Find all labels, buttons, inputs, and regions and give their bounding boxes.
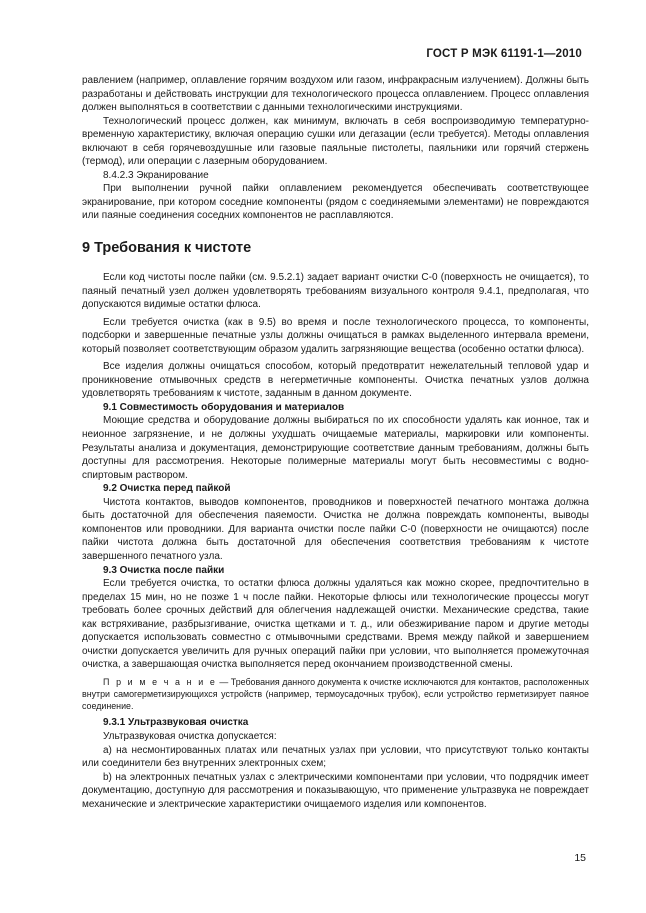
section-heading-9: 9 Требования к чистоте — [82, 240, 252, 257]
paragraph: Моющие средства и оборудование должны выбираться по их способности удалять как ионное, так и неионное загрязнение, и не должны ухудшать очищаемые материалы, маркировки или компоненты. Результаты анализа и документация, демонстрирующие соответствие данным требованиям, должны быть доступны для рассмотрения. Некоторые полимерные материалы могут быть несовместимы с водно-спиртовым раствором. — [82, 415, 589, 481]
paragraph: Технологический процесс должен, как минимум, включать в себя воспроизводимую температурно-временную характеристику, включая операцию сушки или дегазации (если требуется). Методы оплавления включают в себя горячевоздушные или газовые паяльные пистолеты, паяльники или горячий стержень (термод), или операции с лазерным оборудованием. — [82, 115, 589, 168]
document-header: ГОСТ Р МЭК 61191-1—2010 — [426, 48, 582, 60]
list-item-a: а) на несмонтированных платах или печатных узлах при условии, что присутствуют только контакты или соединители без внутренних электронных схем; — [82, 744, 589, 770]
list-item-b: b) на электронных печатных узлах с электрическими компонентами при условии, что подрядчик имеет документацию, доступную для рассмотрения и показывающую, что применение ультразвука не повреждает механические и электрические характеристики очищаемого изделия или компонентов. — [82, 771, 589, 810]
subsection-heading-9-3: 9.3 Очистка после пайки — [103, 564, 225, 576]
paragraph: При выполнении ручной пайки оплавлением рекомендуется обеспечивать соответствующее экранирование, при котором соседние компоненты (рядом с соединяемыми элементами) не повреждаются или паяные соединения соседних компонентов не расплавляются. — [82, 183, 589, 222]
paragraph: Если требуется очистка, то остатки флюса должны удаляться как можно скорее, предпочтительно в пределах 15 мин, но не позже 1 ч после пайки. Некоторые флюсы или технологические процессы могут требовать более срочных действий для облегчения надлежащей очистки. Механические средства, такие как встряхивание, разбрызгивание, очистка щетками и т. д., или обезжиривание паром и другие методы допускается использовать совместно с отмывочными средствами. Время между пайкой и завершением очистки допускается увеличить для ручных операций пайки при условии, что выполняется промежуточная очистка, а завершающая очистка выполняется перед окончанием производственной смены. — [82, 578, 589, 671]
note-text: — Требования данного документа к очистке исключаются для контактов, расположенных внутри самогерметизирующихся устройств (например, термоусадочных трубок), если устройство герметизирует паяное соединение. — [82, 676, 589, 712]
subsection-heading-9-3-1: 9.3.1 Ультразвуковая очистка — [103, 717, 249, 729]
paragraph: Чистота контактов, выводов компонентов, проводников и поверхностей печатного монтажа должна быть достаточной для обеспечения паяемости. Очистка не должна повреждать компоненты, выводы компонентов или проводники. Для варианта очистки после пайки С-0 (поверхности не очищаются) после пайки чистота должна быть достаточной для обеспечения соответствия требованиям к чистоте завершенного печатного узла. — [82, 496, 589, 562]
note — [82, 676, 589, 713]
subsection-heading-9-2: 9.2 Очистка перед пайкой — [103, 483, 231, 495]
subsection-heading-8-4-2-3: 8.4.2.3 Экранирование — [103, 169, 209, 181]
paragraph: Все изделия должны очищаться способом, который предотвратит нежелательный тепловой удар и проникновение отмывочных средств в негерметичные компоненты. Очистка печатных узлов должна удовлетворять требованиям к чистоте, заданным в данном документе. — [82, 361, 589, 400]
paragraph: Если требуется очистка (как в 9.5) во время и после технологического процесса, то компоненты, подсборки и завершенные печатные узлы должны очищаться в рамках выделенного интервала времени, который позволяет соответствующим образом удалить загрязняющие вещества (особенно остатки флюса). — [82, 316, 589, 355]
paragraph: Ультразвуковая очистка допускается: — [103, 731, 277, 743]
note-label: П р и м е ч а н и е — [103, 676, 217, 687]
page-number: 15 — [574, 852, 586, 864]
subsection-heading-9-1: 9.1 Совместимость оборудования и материалов — [103, 401, 345, 413]
paragraph: равлением (например, оплавление горячим воздухом или газом, инфракрасным излучением). Должны быть разработаны и действовать инструкции для технологического процесса оплавлением. Процесс оплавления должен выполняться в соответствии с данными технологическими инструкциями. — [82, 75, 589, 114]
paragraph: Если код чистоты после пайки (см. 9.5.2.1) задает вариант очистки С-0 (поверхность не очищается), то паяный печатный узел должен удовлетворять требованиям визуального контроля 9.4.1, предполагая, что допускаются видимые остатки флюса. — [82, 272, 589, 311]
page-body — [82, 74, 589, 811]
